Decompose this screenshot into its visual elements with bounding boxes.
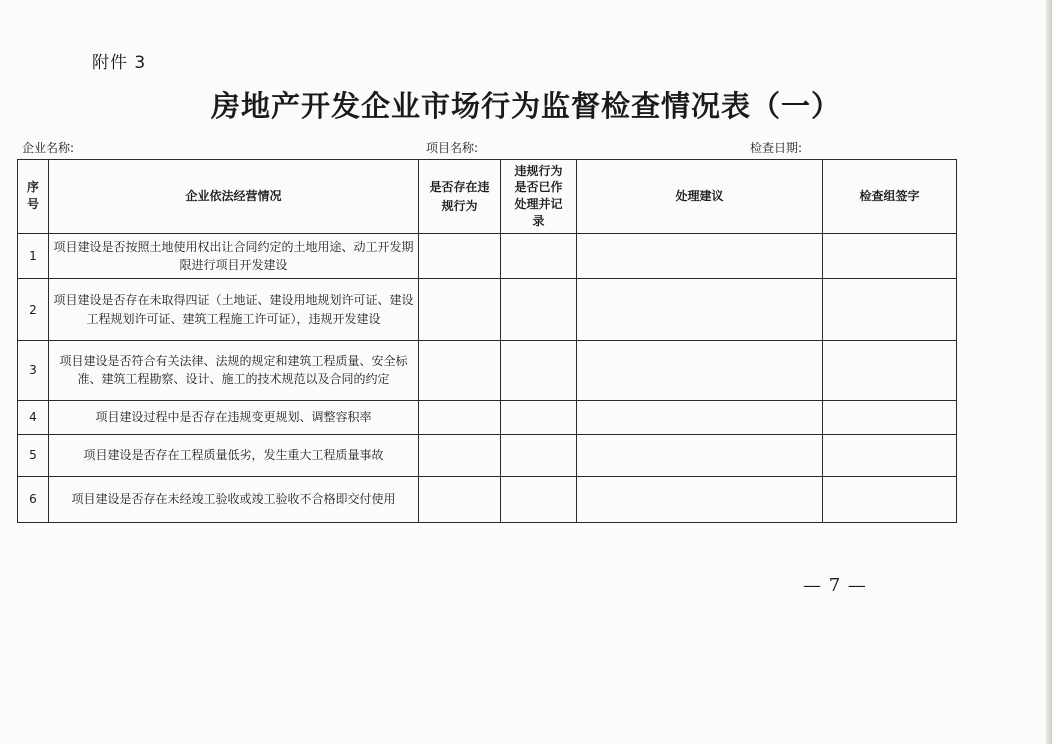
signature-cell: [823, 234, 957, 279]
row-number: 6: [18, 476, 49, 522]
table-row: [18, 476, 957, 522]
row-number: 5: [18, 434, 49, 476]
row-number: 3: [18, 341, 49, 400]
handled-cell: [501, 400, 577, 434]
row-number: 4: [18, 400, 49, 434]
inspection-date-label: 检查日期:: [750, 141, 803, 155]
violation-cell: [419, 279, 501, 341]
handled-cell: [501, 341, 577, 400]
signature-cell: [823, 400, 957, 434]
row-situation-text: 项目建设是否存在未取得四证（土地证、建设用地规划许可证、建设工程规划许可证、建筑工程施工许可证），违规开发建设: [49, 279, 419, 341]
signature-cell: [823, 476, 957, 522]
signature-cell: [823, 279, 957, 341]
row-number: 2: [18, 279, 49, 341]
suggestion-cell: [577, 341, 823, 400]
table-row: [18, 341, 957, 400]
header-signature: 检查组签字: [823, 160, 957, 234]
page-number: — 7 —: [803, 575, 867, 596]
handled-cell: [501, 234, 577, 279]
row-situation-text: 项目建设是否存在未经竣工验收或竣工验收不合格即交付使用: [49, 476, 419, 522]
violation-cell: [419, 476, 501, 522]
row-situation-text: 项目建设是否按照土地使用权出让合同约定的土地用途、动工开发期限进行项目开发建设: [49, 234, 419, 279]
attachment-label: 附件 3: [92, 53, 147, 73]
header-handled: 违规行为是否已作处理并记录: [501, 160, 577, 234]
row-situation-text: 项目建设是否符合有关法律、法规的规定和建筑工程质量、安全标准、建筑工程勘察、设计、施工的技术规范以及合同的约定: [49, 341, 419, 400]
violation-cell: [419, 341, 501, 400]
company-name-label: 企业名称:: [22, 141, 75, 155]
handled-cell: [501, 434, 577, 476]
row-number: 1: [18, 234, 49, 279]
header-suggestion: 处理建议: [577, 160, 823, 234]
violation-cell: [419, 234, 501, 279]
table-row: [18, 279, 957, 341]
header-seq: 序号: [18, 160, 49, 234]
header-situation: 企业依法经营情况: [49, 160, 419, 234]
suggestion-cell: [577, 476, 823, 522]
handled-cell: [501, 279, 577, 341]
suggestion-cell: [577, 279, 823, 341]
table-header-row: [18, 160, 957, 234]
project-name-label: 项目名称:: [426, 141, 479, 155]
table-row: [18, 234, 957, 279]
table-row: [18, 400, 957, 434]
violation-cell: [419, 400, 501, 434]
page-title: 房地产开发企业市场行为监督检查情况表（一）: [210, 89, 841, 123]
suggestion-cell: [577, 400, 823, 434]
row-situation-text: 项目建设过程中是否存在违规变更规划、调整容积率: [49, 400, 419, 434]
signature-cell: [823, 434, 957, 476]
violation-cell: [419, 434, 501, 476]
handled-cell: [501, 476, 577, 522]
header-violation: 是否存在违规行为: [419, 160, 501, 234]
suggestion-cell: [577, 234, 823, 279]
inspection-table: [17, 159, 957, 523]
row-situation-text: 项目建设是否存在工程质量低劣，发生重大工程质量事故: [49, 434, 419, 476]
suggestion-cell: [577, 434, 823, 476]
signature-cell: [823, 341, 957, 400]
table-row: [18, 434, 957, 476]
